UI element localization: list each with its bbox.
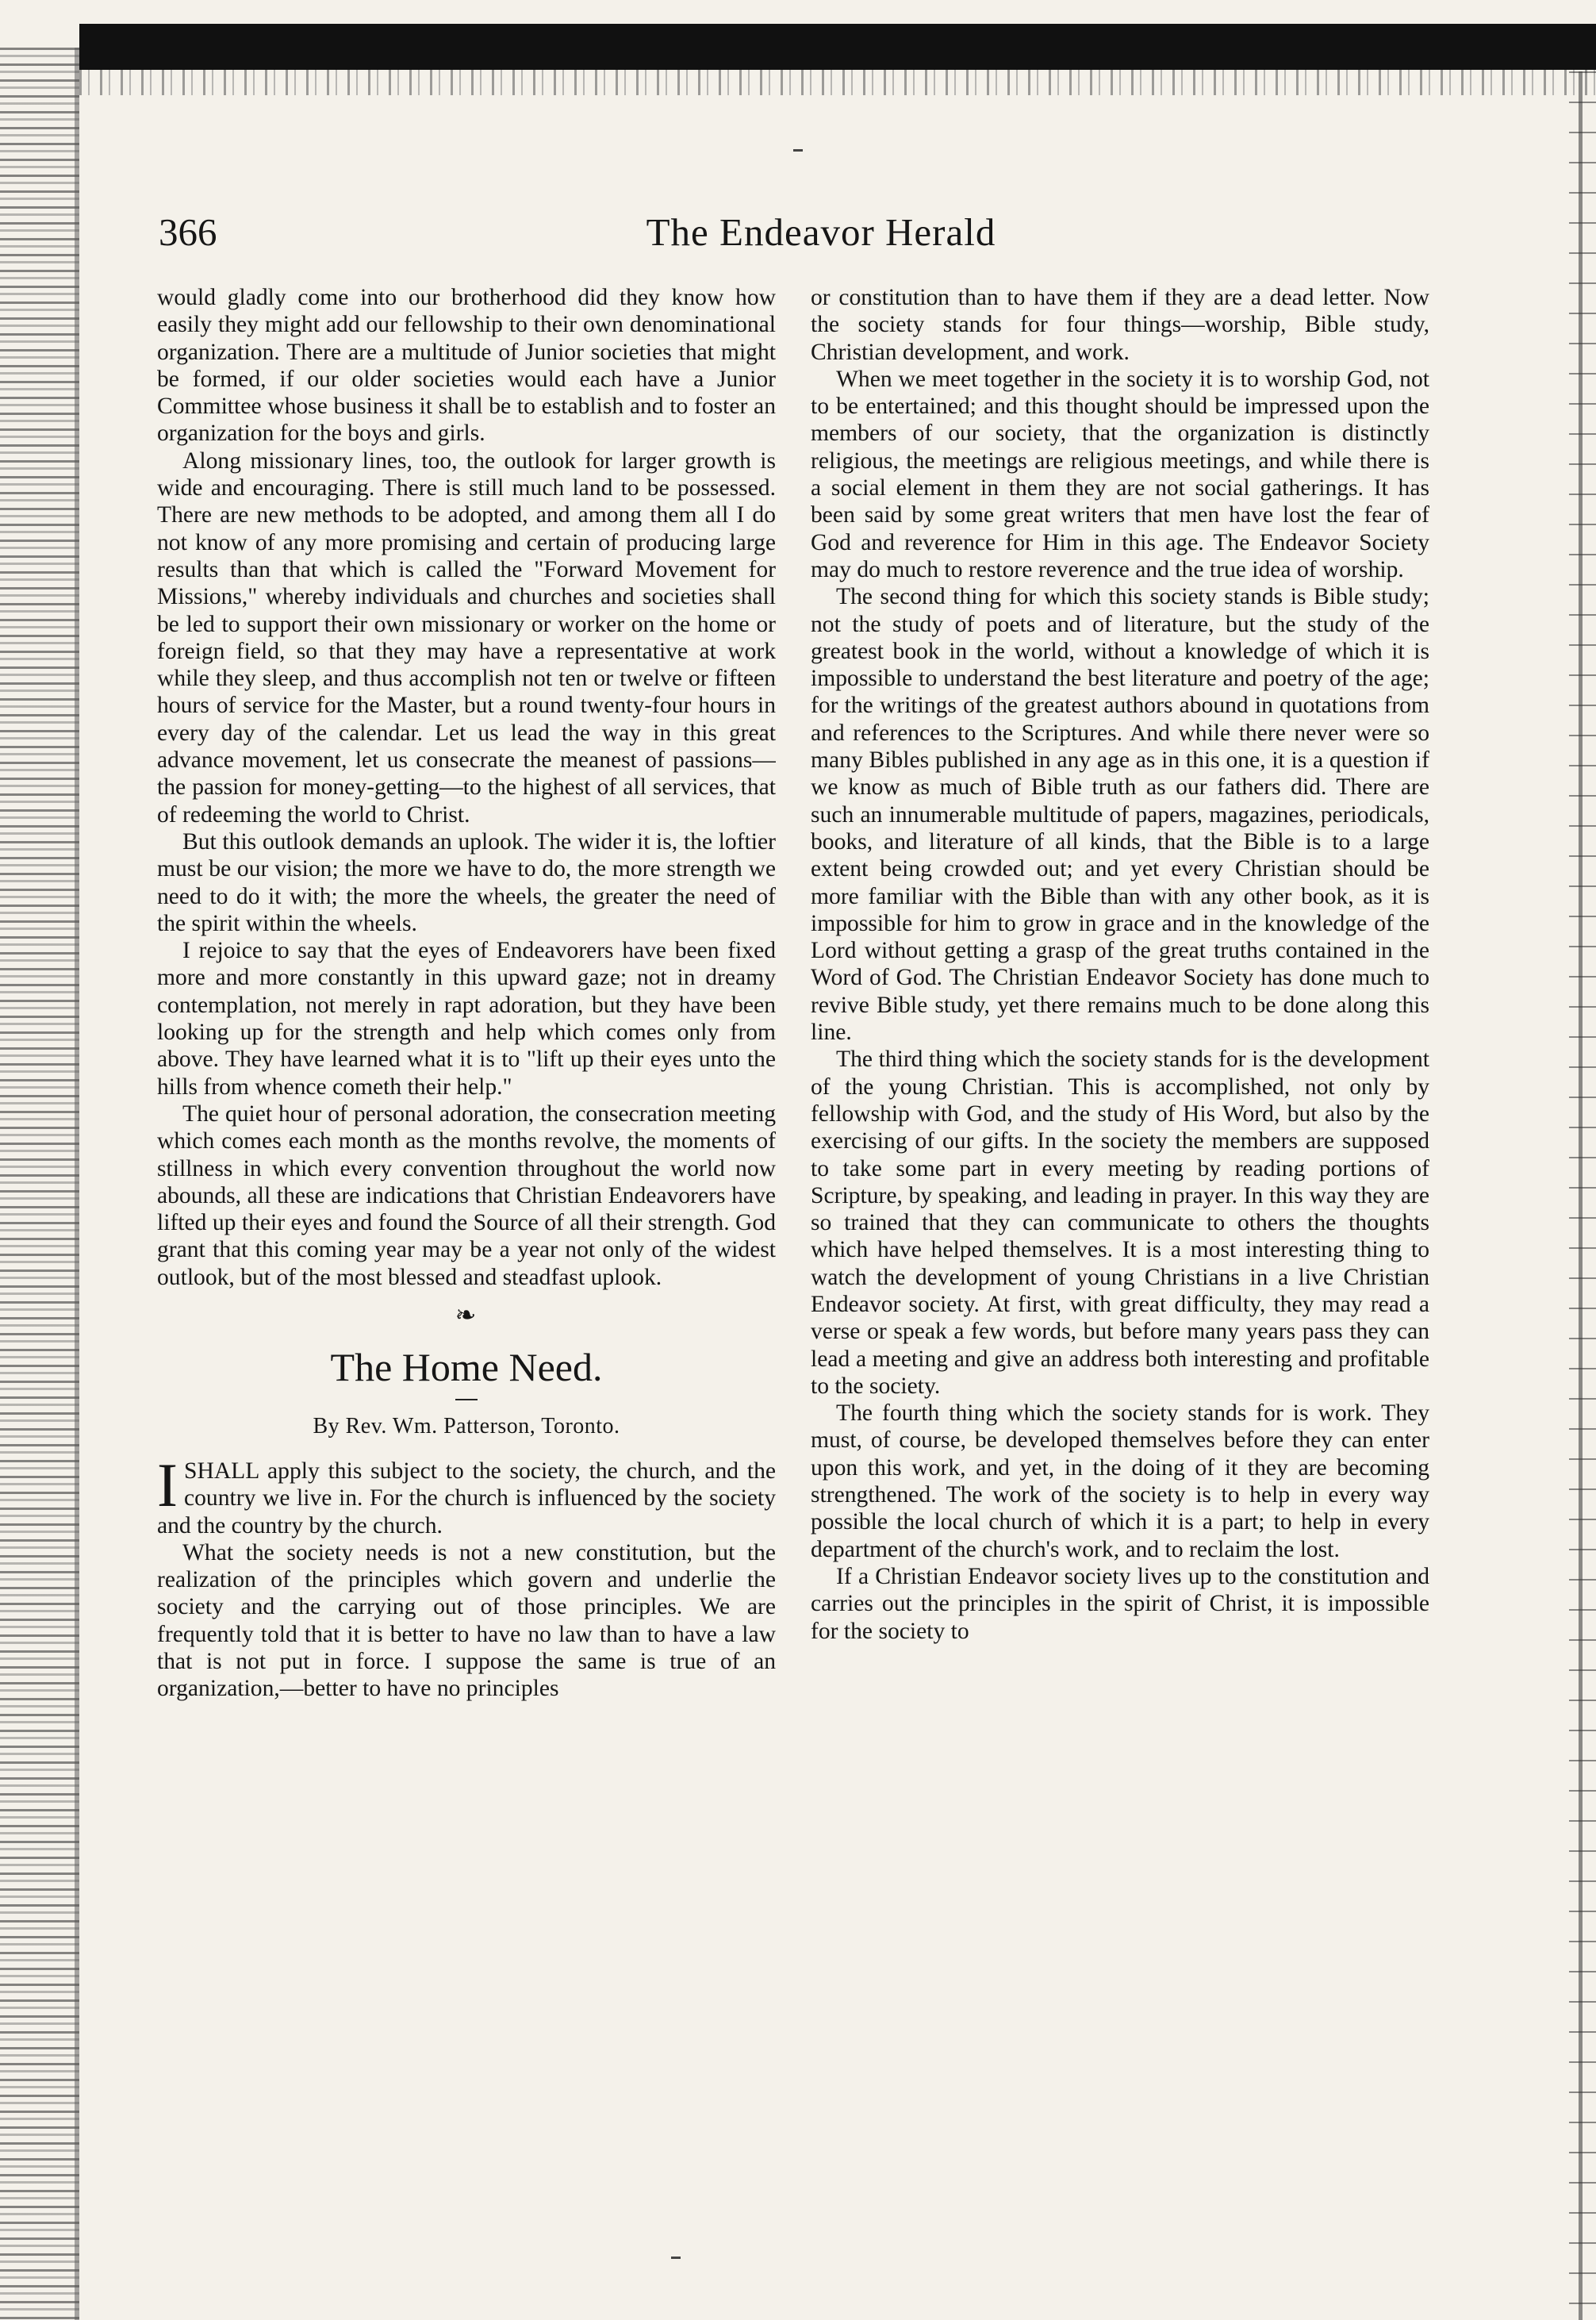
scan-left-binding-edge <box>0 48 79 2320</box>
article-paragraph: What the society needs is not a new constitution, but the realization of the principles which govern and underlie the society and the carrying out of those principles. We are frequently told that it is better to have no law than to have a law that is not put in force. I suppose the same is true of an organization,—better to have no principles <box>157 1539 776 1702</box>
right-column <box>811 284 1429 2212</box>
title-rule <box>455 1399 478 1400</box>
article-paragraph-text: SHALL apply this subject to the society, the church, and the country we live in. For the church is influenced by the society and the country by the church. <box>157 1458 776 1538</box>
paragraph: The fourth thing which the society stands for is work. They must, of course, be developed themselves before they can enter upon this work, and yet, in the doing of it they are becoming strengthened. The work of the society is to help in every way possible the local church of which it is a part; to help in every department of the church's work, and to reclaim the lost. <box>811 1400 1429 1562</box>
paragraph: I rejoice to say that the eyes of Endeavorers have been fixed more and more constantly in this upward gaze; not in dreamy contemplation, not merely in rapt adoration, but they have been looking up for the strength and help which comes only from above. They have learned what it is to "lift up their eyes unto the hills from whence cometh their help." <box>157 938 776 1100</box>
scan-mark <box>793 149 803 152</box>
paragraph: Along missionary lines, too, the outlook for larger growth is wide and encouraging. There is still much land to be possessed. There are new methods to be adopted, and among them all I do not know of any more promising and certain of producing large results than that which is called the "Forward Movement for Missions," whereby individuals and churches and societies shall be led to support their own missionary or worker on the home or foreign field, so that they may have a representative at work while they sleep, and thus accomplish not ten or twelve or fifteen hours of service for the Master, but a round twenty-four hours in every day of the calendar. Let us lead the way in this great advance movement, let us consecrate the meanest of passions—the passion for money-getting—to the highest of all services, that of redeeming the world to Christ. <box>157 447 776 828</box>
paragraph: The second thing for which this society stands is Bible study; not the study of poets and of literature, but the study of the greatest book in the world, without a knowledge of which it is impossible to understand the best literature and poetry of the age; for the writings of the greatest authors abound in quotations from and references to the Scriptures. And while there never were so many Bibles published in any age as in this one, it is a question if we know as much of Bible truth as our fathers did. There are such an innumerable multitude of papers, magazines, periodicals, books, and literature of all kinds, that the Bible is to a large extent being crowded out; and yet every Christian should be more familiar with the Bible than with any other book, as it is impossible for him to grow in grace and in the knowledge of the Lord without getting a grasp of the great truths contained in the Word of God. The Christian Endeavor Society has done much to revive Bible study, yet there remains much to be done along this line. <box>811 584 1429 1046</box>
page-header <box>159 205 1452 260</box>
scan-top-speckle <box>79 70 1596 95</box>
article-byline: By Rev. Wm. Patterson, Toronto. <box>313 1413 620 1438</box>
scan-mark <box>671 2257 681 2259</box>
scan-top-border <box>79 24 1596 70</box>
paragraph: The quiet hour of personal adoration, the consecration meeting which comes each month as the months revolve, the moments of stillness in which every convention throughout the world now abounds, all these are indications that Christian Endeavorers have lifted up their eyes and found the Source of all their strength. God grant that this coming year may be a year not only of the widest outlook, but of the most blessed and steadfast uplook. <box>157 1100 776 1290</box>
scan-right-edge <box>1569 71 1596 2320</box>
running-title: The Endeavor Herald <box>646 210 996 254</box>
drop-cap: I <box>157 1450 178 1519</box>
article-title: The Home Need. <box>330 1344 603 1389</box>
paragraph: If a Christian Endeavor society lives up to the constitution and carries out the principles in the spirit of Christ, it is impossible for the society to <box>811 1563 1429 1644</box>
ornament-divider: ❧ <box>455 1300 478 1329</box>
paragraph: or constitution than to have them if they are a dead letter. Now the society stands for four things—worship, Bible study, Christian development, and work. <box>811 285 1429 365</box>
paragraph: The third thing which the society stands for is the development of the young Christian. This is accomplished, not only by fellowship with God, and the study of His Word, but also by the exercising of our gifts. In the society the members are supposed to take some part in every meeting by reading portions of Scripture, by speaking, and leading in prayer. In this way they are so trained that they can communicate to others the thoughts which have helped themselves. It is a most interesting thing to watch the development of young Christians in a live Christian Endeavor society. At first, with great difficulty, they may read a verse or speak a few words, but before many years pass they can lead a meeting and give an address both interesting and profitable to the society. <box>811 1047 1429 1399</box>
paragraph: But this outlook demands an uplook. The wider it is, the loftier must be our vision; the more we have to do, the more strength we need to do it with; the more the wheels, the greater the need of the spirit within the wheels. <box>157 828 776 936</box>
left-column <box>157 284 776 2212</box>
page-number: 366 <box>159 210 217 254</box>
paragraph: When we meet together in the society it is to worship God, not to be entertained; and this thought should be impressed upon the members of our society, that the organization is distinctly religious, the meetings are religious meetings, and while there is a social element in them they are not social gatherings. It has been said by some great writers that men have lost the fear of God and reverence for Him in this age. The Endeavor Society may do much to restore reverence and the true idea of worship. <box>811 366 1429 582</box>
paragraph: would gladly come into our brotherhood did they know how easily they might add our fellowship to their own denominational organization. There are a multitude of Junior societies that might be formed, if our older societies would each have a Junior Committee whose business it shall be to establish and to foster an organization for the boys and girls. <box>157 285 776 447</box>
article-paragraph <box>157 1450 776 1539</box>
